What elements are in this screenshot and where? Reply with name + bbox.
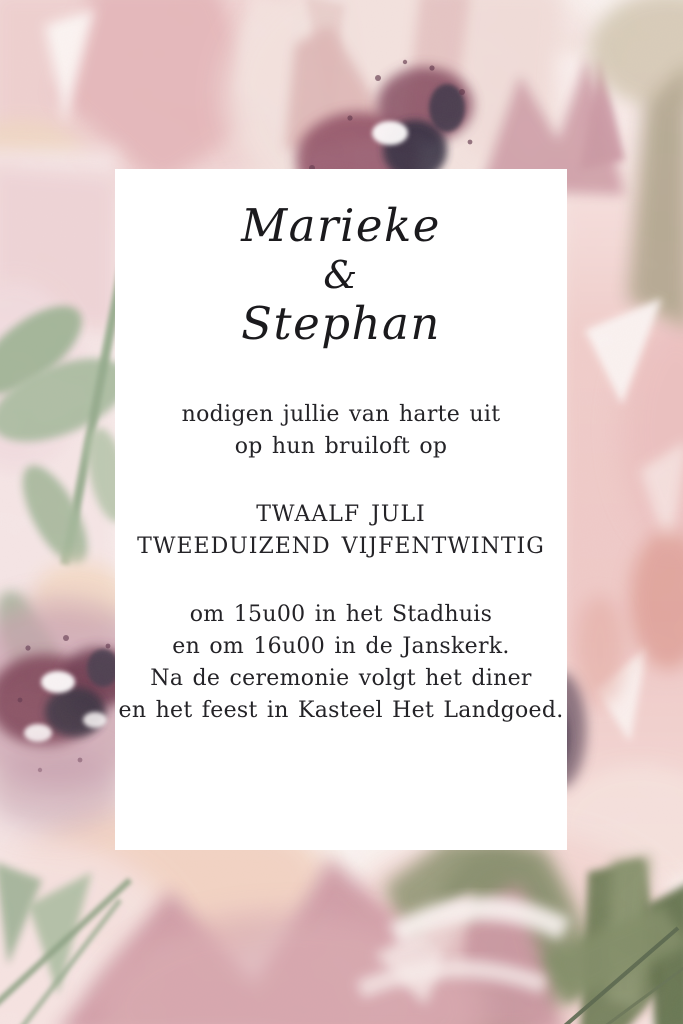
invitation-card: [115, 169, 567, 850]
date-line-2: TWEEDUIZEND VIJFENTWINTIG: [137, 534, 545, 559]
bride-name: Marieke: [241, 199, 441, 252]
ceremony-details: [115, 599, 567, 727]
groom-name: Stephan: [241, 297, 441, 350]
date-line-1: TWAALF JULI: [256, 502, 426, 527]
ampersand: &: [323, 253, 359, 297]
intro-line-1: nodigen jullie van harte uit: [181, 402, 501, 427]
wedding-date: [115, 499, 567, 563]
details-line-4: en het feest in Kasteel Het Landgoed.: [118, 698, 564, 723]
details-line-1: om 15u00 in het Stadhuis: [189, 602, 493, 627]
details-line-2: en om 16u00 in de Janskerk.: [172, 634, 510, 659]
details-line-3: Na de ceremonie volgt het diner: [150, 666, 532, 691]
intro-line-2: op hun bruiloft op: [234, 434, 448, 459]
couple-names: [115, 201, 567, 349]
intro-text: [115, 399, 567, 463]
